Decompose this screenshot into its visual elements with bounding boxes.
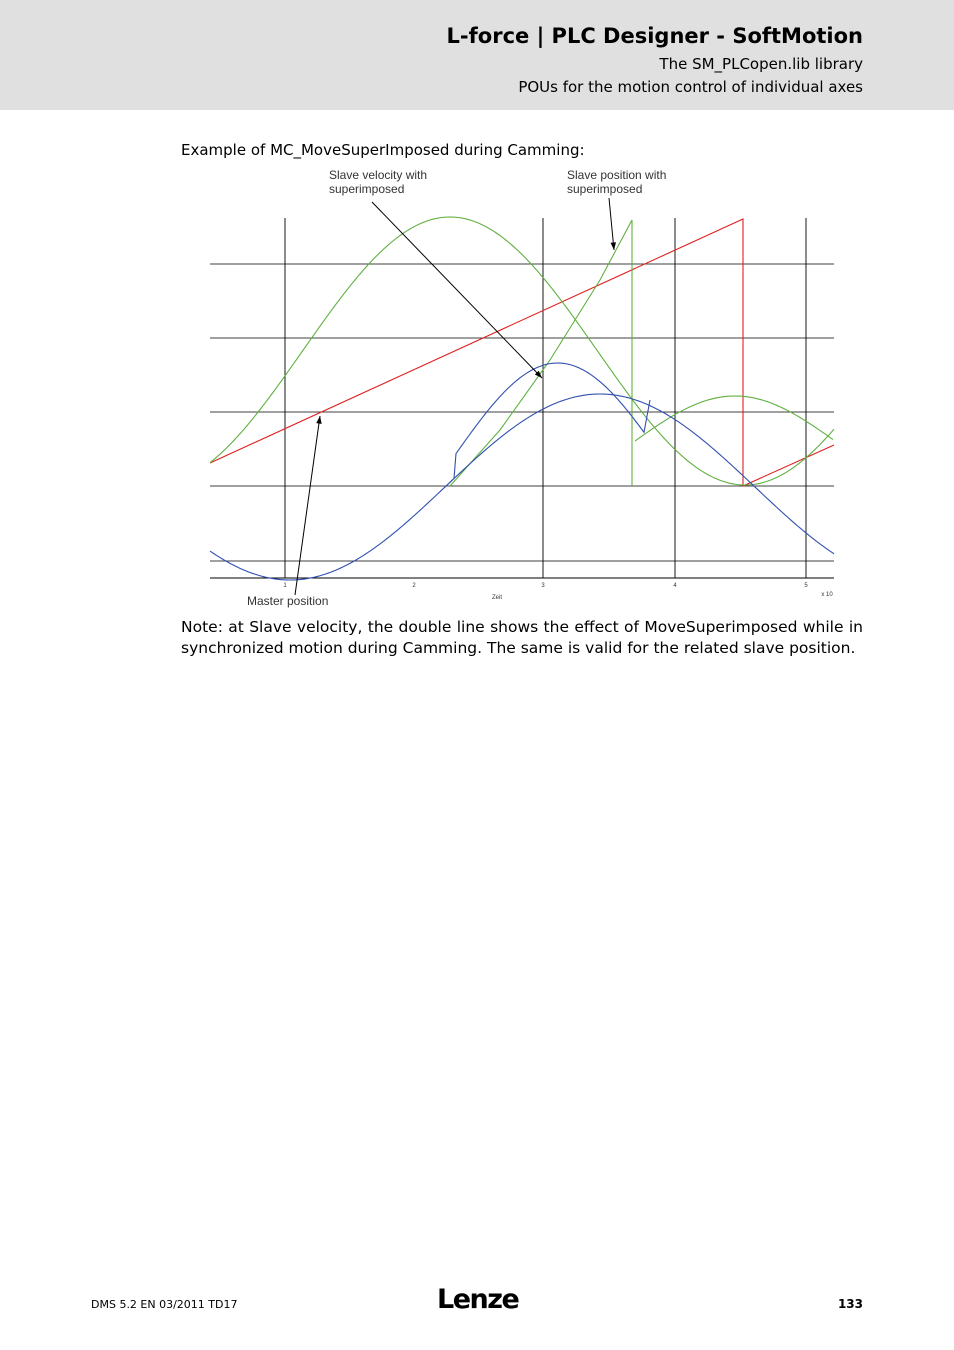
arrow-master-position-head — [316, 416, 321, 424]
chart-labels — [247, 168, 833, 608]
page-number: 133 — [837, 1297, 863, 1311]
motion-chart — [0, 0, 954, 620]
lenze-logo: Lenze — [437, 1284, 519, 1315]
figure-caption: Example of MC_MoveSuperImposed during Camming: — [181, 141, 585, 159]
header-title: L-force | PLC Designer - SoftMotion — [446, 24, 863, 48]
slave-position-after-line — [635, 396, 833, 441]
x-tick-label: 2 — [412, 583, 416, 589]
chart-arrows — [295, 198, 616, 595]
header-subtitle-library: The SM_PLCopen.lib library — [659, 55, 863, 73]
annotation-slave-position-line1: Slave position with — [567, 168, 667, 182]
note-paragraph: Note: at Slave velocity, the double line shows the effect of MoveSuperimposed while in synchronized motion during Camming. The same is valid for the related slave position. — [181, 618, 863, 657]
master-position-line — [210, 219, 834, 486]
slave-position-line — [210, 217, 834, 485]
annotation-slave-velocity-line2: superimposed — [329, 182, 405, 196]
x-tick-label: 4 — [673, 583, 677, 589]
arrow-master-position — [295, 416, 320, 595]
arrow-slave-velocity — [372, 202, 542, 378]
chart-grid — [210, 218, 834, 578]
footer-doc-id: DMS 5.2 EN 03/2011 TD17 — [91, 1298, 238, 1311]
x-tick-label: 1 — [283, 583, 287, 589]
arrow-slave-position — [609, 198, 614, 250]
annotation-master-position: Master position — [247, 594, 329, 608]
annotation-slave-position-line2: superimposed — [567, 182, 643, 196]
x-axis-unit-label: Zeit — [491, 595, 503, 601]
x-tick-label: 3 — [541, 583, 545, 589]
x-tick-label: 5 — [804, 583, 808, 589]
arrow-slave-position-head — [611, 242, 616, 250]
x-axis-multiplier: x 10 — [821, 592, 833, 598]
annotation-slave-velocity-line1: Slave velocity with — [329, 168, 428, 182]
chart-series — [210, 217, 834, 580]
header-subtitle-section: POUs for the motion control of individual axes — [518, 78, 863, 96]
slave-velocity-superimposed-line — [450, 363, 650, 482]
slave-position-superimposed-line — [450, 220, 632, 486]
slave-velocity-line — [210, 394, 834, 580]
